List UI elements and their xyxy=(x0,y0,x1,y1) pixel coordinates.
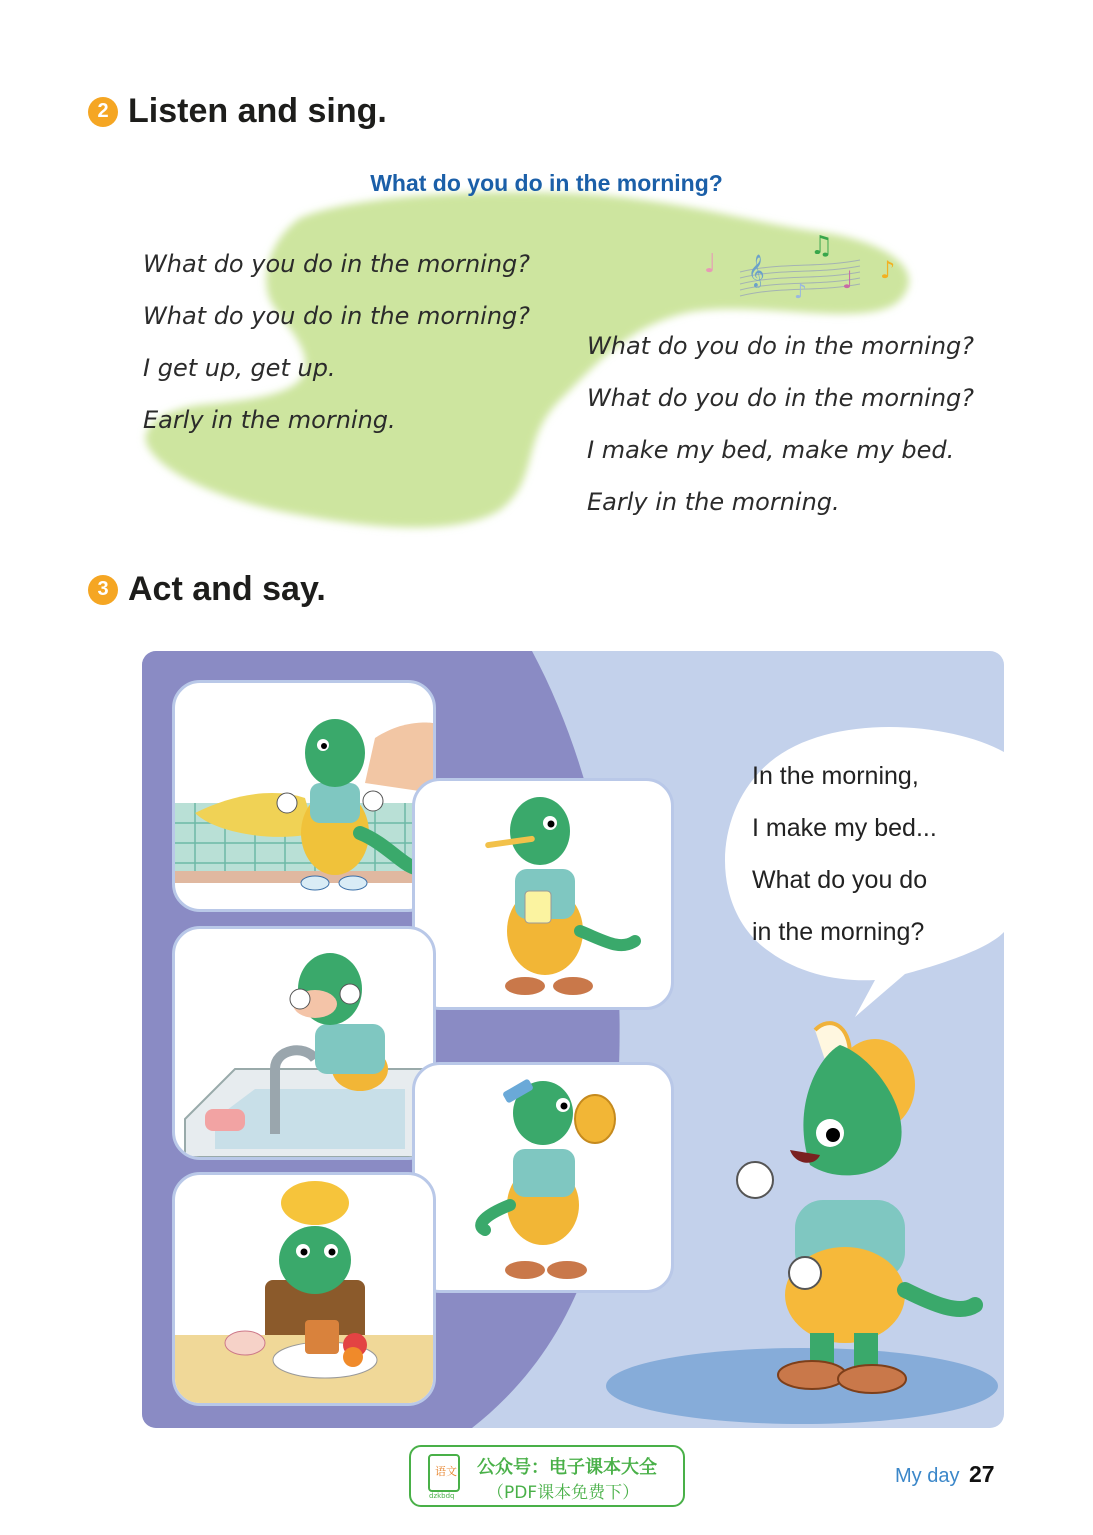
lyric-line: I make my bed, make my bed. xyxy=(587,436,955,464)
lyric-line: What do you do in the morning? xyxy=(587,332,975,360)
section-title: Act and say. xyxy=(128,570,326,608)
lyric-line: Early in the morning. xyxy=(143,406,396,434)
svg-text:♩: ♩ xyxy=(842,266,854,294)
song-title: What do you do in the morning? xyxy=(370,170,723,196)
speech-bubble-text xyxy=(752,750,937,958)
section-2-heading xyxy=(88,92,387,131)
song-verse-2 xyxy=(587,320,974,528)
svg-text:𝄞: 𝄞 xyxy=(748,254,765,287)
bubble-line: in the morning? xyxy=(752,918,925,946)
song-verse-1 xyxy=(143,238,530,446)
bubble-line: In the morning, xyxy=(752,762,919,790)
picture-make-bed xyxy=(172,680,436,912)
section-number-badge: 3 xyxy=(88,575,118,605)
bubble-line: What do you do xyxy=(752,866,928,894)
dino-make-bed-illustration xyxy=(175,683,433,909)
svg-text:♪: ♪ xyxy=(880,256,896,284)
section-3-heading xyxy=(88,570,326,609)
section-title: Listen and sing. xyxy=(128,92,387,130)
watermark-badge xyxy=(409,1445,685,1507)
svg-text:♪: ♪ xyxy=(794,279,807,303)
lyric-line: What do you do in the morning? xyxy=(143,302,531,330)
picture-comb-hair xyxy=(412,1062,674,1293)
picture-brush-teeth xyxy=(412,778,674,1010)
unit-name: My day xyxy=(895,1465,960,1487)
svg-text:♫: ♫ xyxy=(810,232,834,261)
dino-comb-hair-illustration xyxy=(415,1065,671,1290)
lyric-line: I get up, get up. xyxy=(143,354,336,382)
page-number: 27 xyxy=(969,1461,995,1487)
section-number-badge: 2 xyxy=(88,97,118,127)
lyric-line: What do you do in the morning? xyxy=(143,250,531,278)
book-icon xyxy=(425,1453,465,1493)
dino-eat-breakfast-illustration xyxy=(175,1175,433,1403)
lyric-line: Early in the morning. xyxy=(587,488,840,516)
picture-wash-face xyxy=(172,926,436,1160)
watermark-line-1: 公众号：电子课本大全 xyxy=(477,1457,657,1478)
book-icon-label: 语文 xyxy=(435,1465,457,1478)
lyric-line: What do you do in the morning? xyxy=(587,384,975,412)
watermark-small-text: dzkbdq xyxy=(429,1492,455,1500)
music-notes-icon xyxy=(700,232,920,312)
watermark-line-2: （PDF课本免费下） xyxy=(487,1483,640,1503)
dino-brush-teeth-illustration xyxy=(415,781,671,1007)
dino-character-illustration xyxy=(720,1015,990,1415)
dino-wash-face-illustration xyxy=(175,929,433,1157)
svg-text:♩: ♩ xyxy=(704,249,717,279)
picture-eat-breakfast xyxy=(172,1172,436,1406)
bubble-line: I make my bed... xyxy=(752,814,937,842)
